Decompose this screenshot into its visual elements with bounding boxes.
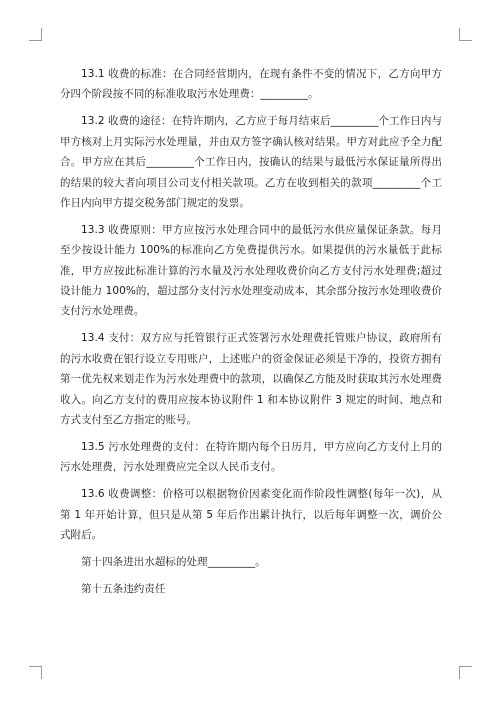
clause-13-2-paragraph: 13.2 收费的途径：在特许期内，乙方应于每月结束后_________个工作日内与甲方核对上月实际污水处理量，并由双方签字确认核对结果。甲方对此应予全力配合。甲方应在其后_________个工作日内，按确认的结果与最低污水保证量所得出的结果的较大者向项目公司支付相关款项。乙方在收到相关的款项_________个工作日内向甲方提交税务部门规定的发票。 (60, 115, 442, 209)
article-15-heading: 第十五条违约责任 (81, 582, 166, 595)
clause-13-4-paragraph: 13.4 支付：双方应与托管银行正式签署污水处理费托管账户协议，政府所有的污水收费在银行设立专用账户，上述账户的资金保证必须是干净的，投资方拥有第一优先权来划走作为污水处理费中的款项，以确保乙方能及时获取其污水处理费收入。向乙方支付的费用应按本协议附件 1 和本协议附件 3 规定的时间、地点和方式支付至乙方指定的账号。 (60, 332, 442, 426)
crop-mark-bottom-right (459, 666, 472, 679)
article-14-paragraph: 第十四条进出水超标的处理_________。 (81, 555, 266, 568)
clause-13-5-paragraph: 13.5 污水处理费的支付：在特许期内每个日历月，甲方应向乙方支付上月的污水处理费，污水处理费应完全以人民币支付。 (60, 440, 442, 474)
clause-13-3-paragraph: 13.3 收费原则：甲方应按污水处理合同中的最低污水供应量保证条款。每月至少按设计能力 100%的标准向乙方免费提供污水。如果提供的污水量低于此标准，甲方应按此标准计算的污水量及污水处理收费价向乙方支付污水处理费;超过设计能力 100%的，超过部分支付污水处理变动成本，其余部分按污水处理收费价支付污水处理费。 (60, 223, 442, 318)
clause-13-6-paragraph: 13.6 收费调整：价格可以根据物价因素变化而作阶段性调整(每年一次)，从第 1 年开始计算，但只是从第 5 年后作出累计执行，以后每年调整一次，调价公式附后。 (60, 488, 442, 542)
crop-mark-top-right (459, 28, 472, 41)
crop-mark-bottom-left (29, 666, 42, 679)
document-body (60, 64, 442, 606)
crop-mark-top-left (29, 28, 42, 41)
clause-13-1-paragraph: 13.1 收费的标准：在合同经营期内，在现有条件不变的情况下，乙方向甲方分四个阶段按不同的标准收取污水处理费：_________。 (60, 68, 442, 101)
